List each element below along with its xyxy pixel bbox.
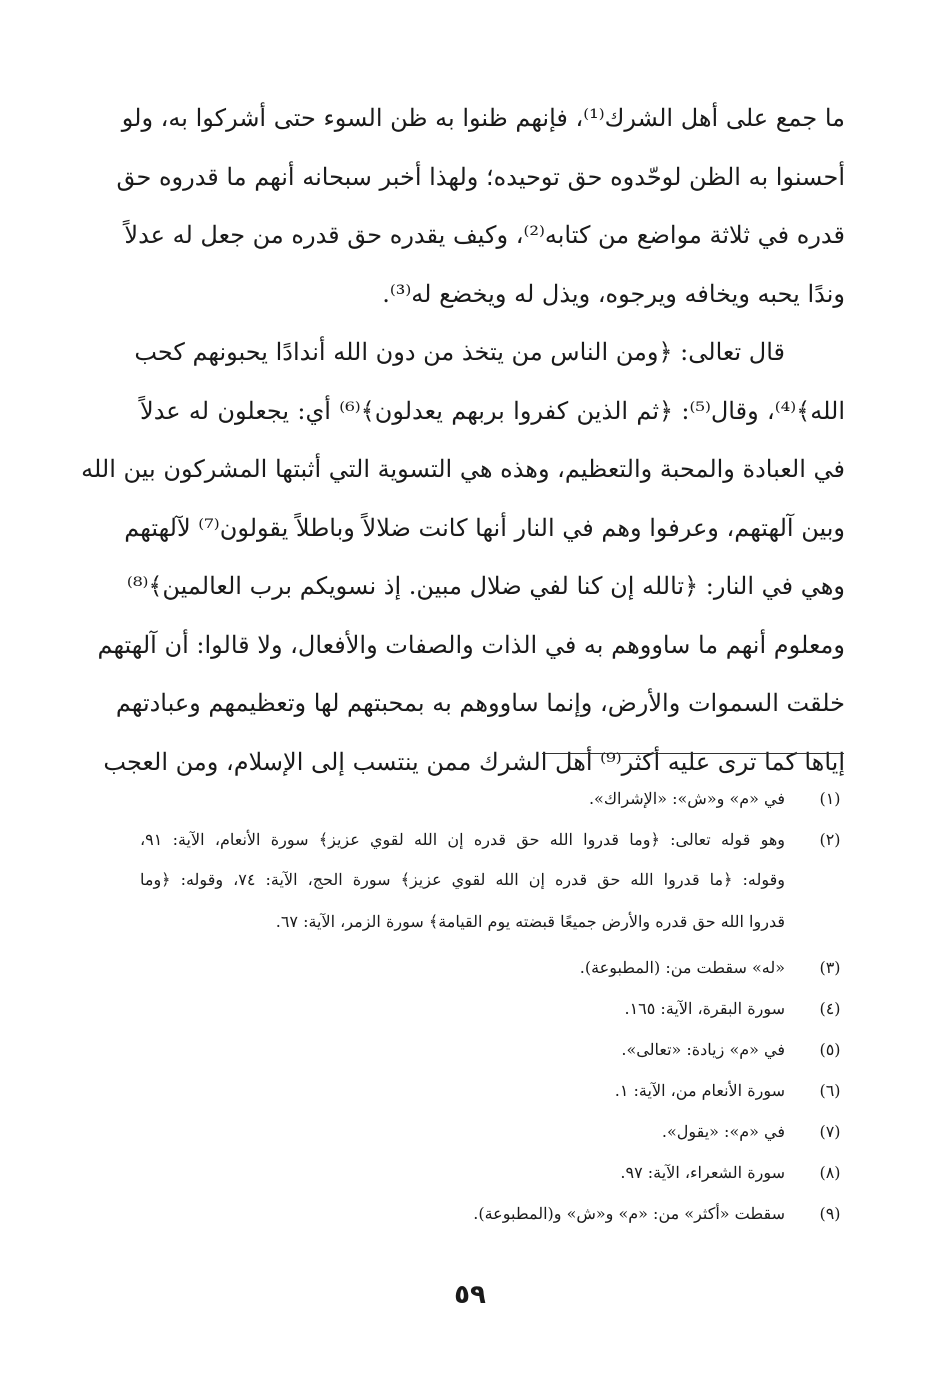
footnote-text: وقوله: ﴿ما قدروا الله حق قدره إن الله لقوي عزيز﴾ سورة الحج، الآية: ٧٤، وقوله: ﴿وما bbox=[140, 870, 786, 889]
footnote-number: (٢) bbox=[819, 830, 841, 849]
text-line: ما جمع على أهل الشرك⁽¹⁾، فإنهم ظنوا به ظن السوء حتى أشركوا به، ولو bbox=[121, 104, 845, 132]
text-line: وبين آلهتهم، وعرفوا وهم في النار أنها كانت ضلالاً وباطلاً يقولون⁽⁷⁾ لآلهتهم bbox=[124, 513, 845, 542]
text-line: قال تعالى: ﴿ومن الناس من يتخذ من دون الله أندادًا يحبونهم كحب bbox=[134, 338, 785, 366]
page-number: ٥٩ bbox=[454, 1280, 486, 1310]
text-line: إياها كما ترى عليه أكثر⁽⁹⁾ أهل الشرك ممن ينتسب إلى الإسلام، ومن العجب bbox=[103, 747, 845, 776]
footnote-number: (٤) bbox=[819, 999, 841, 1018]
footnote-text: في «م»: «يقول». bbox=[661, 1122, 785, 1141]
text-line: في العبادة والمحبة والتعظيم، وهذه هي التسوية التي أثبتها المشركون بين الله bbox=[81, 455, 845, 483]
footnote-number: (٣) bbox=[819, 958, 841, 977]
footnote-number: (٧) bbox=[819, 1122, 841, 1141]
footnote-text: سورة الأنعام من، الآية: ١. bbox=[614, 1081, 785, 1100]
footnote-3 bbox=[140, 954, 845, 995]
text-line: أحسنوا به الظن لوحّدوه حق توحيده؛ ولهذا أخبر سبحانه أنهم ما قدروه حق bbox=[116, 162, 845, 191]
footnote-6 bbox=[140, 1077, 845, 1118]
footnote-number: (١) bbox=[819, 789, 841, 808]
footnote-9 bbox=[140, 1200, 845, 1241]
footnote-8 bbox=[140, 1159, 845, 1200]
footnote-text: «له» سقطت من: (المطبوعة). bbox=[579, 958, 785, 977]
text-line: وهي في النار: ﴿تالله إن كنا لفي ضلال مبين. إذ نسويكم برب العالمين﴾⁽⁸⁾ bbox=[126, 572, 845, 600]
footnote-1 bbox=[140, 785, 845, 826]
footnote-number: (٥) bbox=[819, 1040, 841, 1059]
text-line: ومعلوم أنهم ما ساووهم به في الذات والصفات والأفعال، ولا قالوا: أن آلهتهم bbox=[97, 630, 845, 659]
footnote-text: سورة البقرة، الآية: ١٦٥. bbox=[624, 999, 785, 1018]
footnote-number: (٦) bbox=[819, 1081, 841, 1100]
footnote-5 bbox=[140, 1036, 845, 1077]
footnote-4 bbox=[140, 995, 845, 1036]
text-line: وندًا يحبه ويخافه ويرجوه، ويذل له ويخضع له⁽³⁾. bbox=[382, 279, 845, 308]
text-line: قدره في ثلاثة مواضع من كتابه⁽²⁾، وكيف يقدره حق قدره من جعل له عدلاً bbox=[124, 221, 845, 249]
footnotes bbox=[140, 785, 845, 1241]
footnote-text: سقطت «أكثر» من: «م» و«ش» و(المطبوعة). bbox=[473, 1204, 785, 1223]
footnote-2 bbox=[140, 826, 845, 954]
footnote-text: في «م» زيادة: «تعالى». bbox=[621, 1040, 785, 1059]
footnote-number: (٨) bbox=[819, 1163, 841, 1182]
main-text bbox=[81, 98, 845, 800]
footnote-text: في «م» و«ش»: «الإشراك». bbox=[588, 789, 785, 808]
text-line: الله﴾⁽⁴⁾، وقال⁽⁵⁾: ﴿ثم الذين كفروا بربهم يعدلون﴾⁽⁶⁾ أي: يجعلون له عدلاً bbox=[140, 396, 845, 425]
footnote-number: (٩) bbox=[819, 1204, 841, 1223]
footnote-text: سورة الشعراء، الآية: ٩٧. bbox=[620, 1163, 785, 1182]
footnote-separator bbox=[542, 753, 844, 754]
footnote-7 bbox=[140, 1118, 845, 1159]
footnote-text: وهو قوله تعالى: ﴿وما قدروا الله حق قدره إن الله لقوي عزيز﴾ سورة الأنعام، الآية: ٩١، bbox=[140, 830, 785, 849]
text-line: خلقت السموات والأرض، وإنما ساووهم به بمحبتهم لها وتعظيمهم وعبادتهم bbox=[115, 689, 845, 717]
footnote-text: قدروا الله حق قدره والأرض جميعًا قبضته يوم القيامة﴾ سورة الزمر، الآية: ٦٧. bbox=[275, 912, 785, 931]
